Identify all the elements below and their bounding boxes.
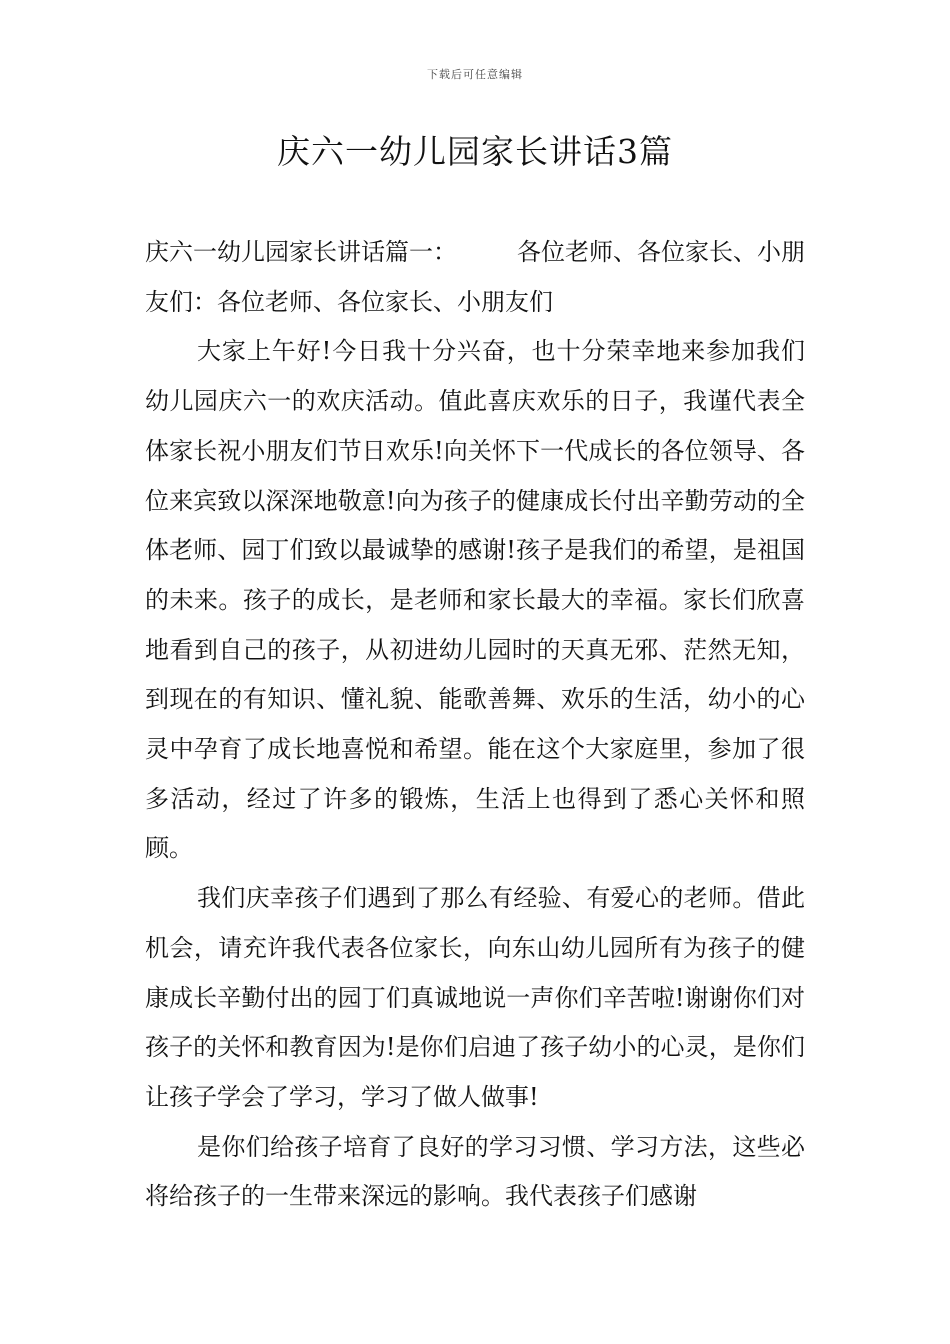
document-body [145, 228, 805, 1222]
paragraph-thanks-teachers: 我们庆幸孩子们遇到了那么有经验、有爱心的老师。借此机会，请充许我代表各位家长，向东山幼儿园所有为孩子的健康成长辛勤付出的园丁们真诚地说一声你们辛苦啦!谢谢你们对孩子的关怀和教育因为!是你们启迪了孩子幼小的心灵，是你们让孩子学会了学习，学习了做人做事! [145, 884, 805, 1111]
paragraph-intro: 庆六一幼儿园家长讲话篇一： 各位老师、各位家长、小朋友们：各位老师、各位家长、小朋友们 [145, 238, 805, 316]
paragraph-habits: 是你们给孩子培育了良好的学习习惯、学习方法，这些必将给孩子的一生带来深远的影响。我代表孩子们感谢 [145, 1132, 805, 1211]
paragraph-greeting: 大家上午好!今日我十分兴奋，也十分荣幸地来参加我们幼儿园庆六一的欢庆活动。值此喜庆欢乐的日子，我谨代表全体家长祝小朋友们节日欢乐!向关怀下一代成长的各位领导、各位来宾致以深深地敬意!向为孩子的健康成长付出辛勤劳动的全体老师、园丁们致以最诚挚的感谢!孩子是我们的希望，是祖国的未来。孩子的成长，是老师和家长最大的幸福。家长们欣喜地看到自己的孩子，从初进幼儿园时的天真无邪、茫然无知，到现在的有知识、懂礼貌、能歌善舞、欢乐的生活，幼小的心灵中孕育了成长地喜悦和希望。能在这个大家庭里，参加了很多活动，经过了许多的锻炼，生活上也得到了悉心关怀和照顾。 [145, 337, 805, 863]
page-title: 庆六一幼儿园家长讲话3篇 [277, 132, 673, 171]
header-note: 下载后可任意编辑 [427, 68, 523, 81]
